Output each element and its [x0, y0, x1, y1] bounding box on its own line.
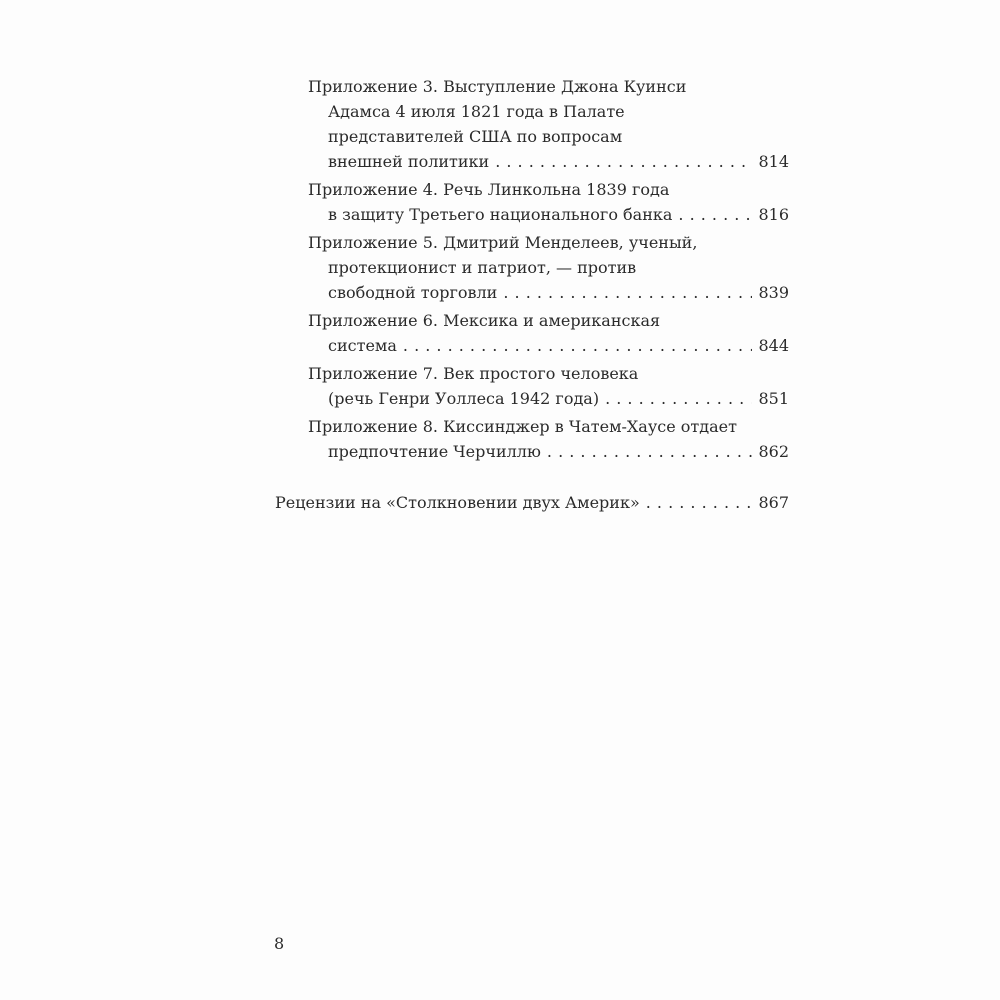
toc-entry-appendix-5: [275, 230, 789, 305]
toc-entry-appendix-3: [275, 74, 789, 174]
dot-leader: [495, 149, 752, 174]
dot-leader: [547, 439, 753, 464]
toc-entry-line: Приложение 5. Дмитрий Менделеев, ученый,: [308, 233, 698, 252]
toc-entry-appendix-6: [275, 308, 789, 358]
toc-entry-last-line: [308, 439, 789, 464]
toc-page-number: 814: [758, 152, 789, 171]
toc-page-number: 851: [758, 389, 789, 408]
toc-page-number: 867: [758, 493, 789, 512]
dot-leader: [403, 333, 753, 358]
toc-entry-line: Адамса 4 июля 1821 года в Палате: [328, 102, 625, 121]
dot-leader: [605, 386, 752, 411]
toc-entry-last-line: [308, 202, 789, 227]
dot-leader: [503, 280, 752, 305]
toc-entry-line: протекционист и патриот, — против: [328, 258, 637, 277]
toc-entry-appendix-8: [275, 414, 789, 464]
toc-entry-text: внешней политики: [328, 152, 490, 171]
toc-page-number: 844: [758, 336, 789, 355]
toc-entry-last-line: [308, 333, 789, 358]
toc-entry-line: Приложение 6. Мексика и американская: [308, 311, 661, 330]
dot-leader: [646, 490, 753, 515]
toc-entry-appendix-7: [275, 361, 789, 411]
toc-entry-last-line: [308, 149, 789, 174]
toc-page-number: 862: [758, 442, 789, 461]
toc-entry-line: Приложение 3. Выступление Джона Куинси: [308, 77, 687, 96]
toc-entry-text: система: [328, 336, 397, 355]
toc-entry-last-line: [308, 386, 789, 411]
toc-entry-line: Приложение 7. Век простого человека: [308, 364, 639, 383]
toc-page-number: 839: [758, 283, 789, 302]
toc-entry-text: (речь Генри Уоллеса 1942 года): [328, 389, 600, 408]
toc-entry-line: Приложение 4. Речь Линкольна 1839 года: [308, 180, 670, 199]
table-of-contents: [275, 74, 789, 518]
toc-entry-text: свободной торговли: [328, 283, 498, 302]
toc-entry-last-line: [308, 280, 789, 305]
toc-entry-appendix-4: [275, 177, 789, 227]
toc-entry-last-line: [275, 490, 789, 515]
toc-entry-reviews: [275, 490, 789, 515]
dot-leader: [678, 202, 752, 227]
toc-entry-text: предпочтение Черчиллю: [328, 442, 541, 461]
toc-entry-line: представителей США по вопросам: [328, 127, 623, 146]
toc-entry-line: Приложение 8. Киссинджер в Чатем-Хаусе отдает: [308, 417, 737, 436]
page-number: 8: [274, 934, 285, 953]
toc-entry-text: Рецензии на «Столкновении двух Америк»: [275, 493, 640, 512]
toc-entry-text: в защиту Третьего национального банка: [328, 205, 673, 224]
toc-page-number: 816: [758, 205, 789, 224]
